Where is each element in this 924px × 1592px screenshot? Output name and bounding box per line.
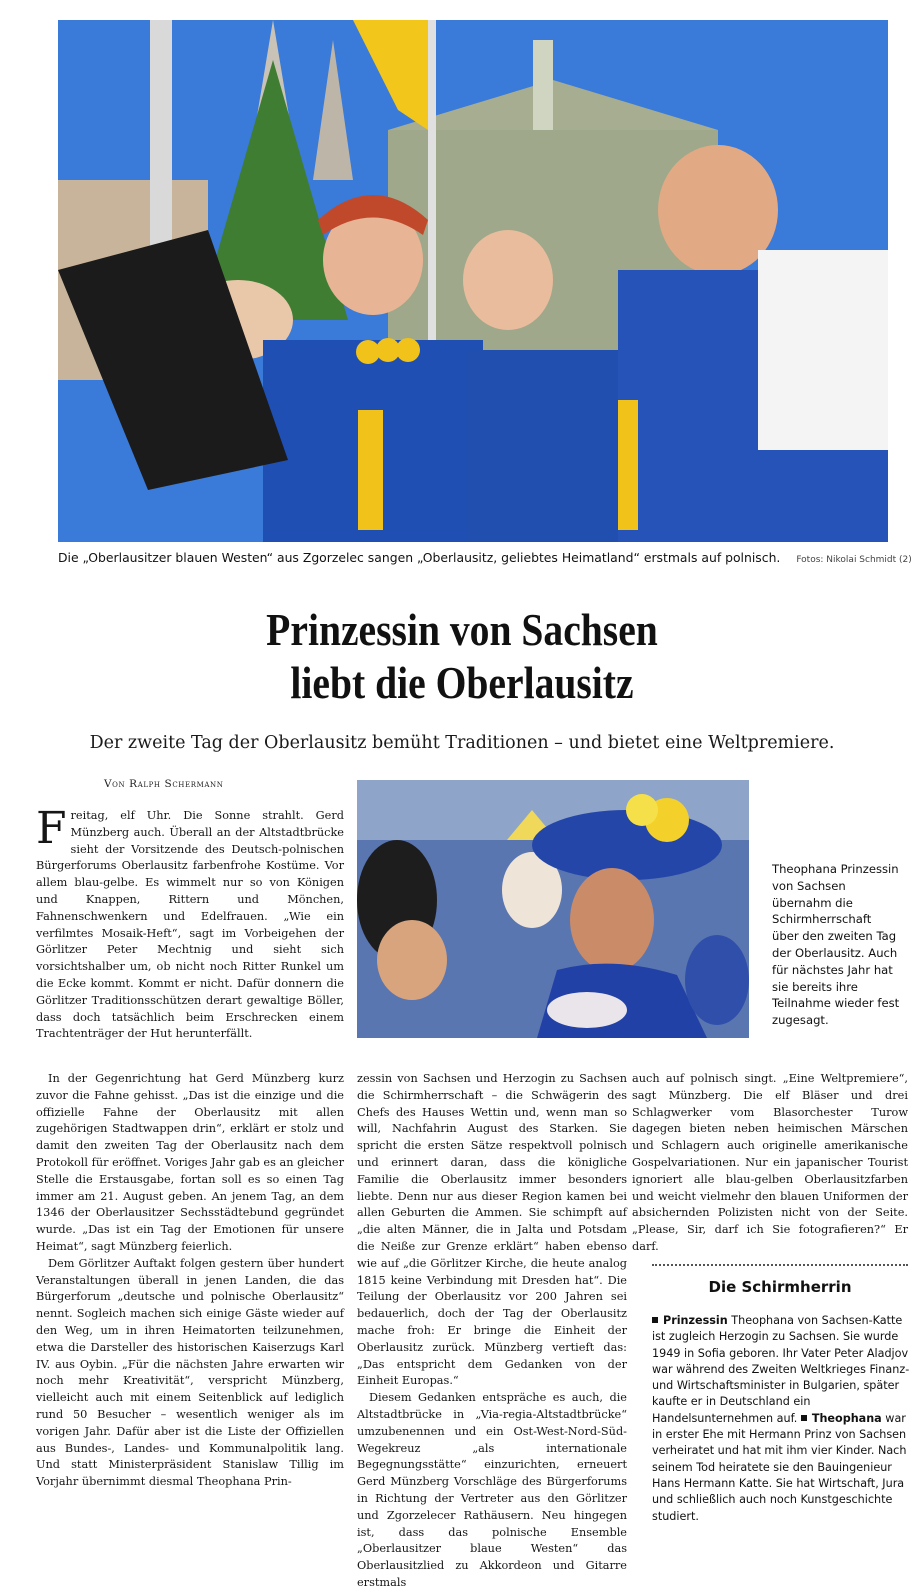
article-paragraph-1-text: reitag, elf Uhr. Die Sonne strahlt. Gerd Münzberg auch. Überall an der Altstadtbrücke sieht der Vorsitzende des Deutsch-polnischen Bürgerforums Oberlausitz farbenfrohe Kostüme. Vor allem blau-gelbe. Es wimmelt nur so von Königen und Knappen, Rittern und Mönchen, Fahnenschwenkern und Edelfrauen. „Wie ein verfilmtes Mosaik-Heft“, sagt im Vorbeigehen der Görlitzer Peter Mechtnig und sieht sich vorsichtshalber um, ob nicht noch Ritter Runkel um die Ecke kommt. Kommt er nicht. Dafür donnern die Görlitzer Traditionsschützen derart gewaltige Böller, dass doch tatsächlich beim Erschrecken einem Trachtenträger der Hut herunterfällt. <box>36 809 344 1041</box>
infobox-lead-2: Theophana <box>811 1411 882 1425</box>
drop-cap: F <box>36 803 67 854</box>
main-photo-singers <box>58 20 888 542</box>
headline-line-1: Prinzessin von Sachsen <box>266 605 658 655</box>
article-column-3 <box>632 1071 908 1256</box>
byline: Von Ralph Schermann <box>104 778 224 790</box>
article-column-1-top <box>36 803 344 1043</box>
infobox-title: Die Schirmherrin <box>708 1278 852 1296</box>
subheadline: Der zweite Tag der Oberlausitz bemüht Traditionen – und bietet eine Weltpremiere. <box>89 733 835 753</box>
article-paragraph-5: Diesem Gedanken entspräche es auch, die Altstadtbrücke in „Via-regia-Altstadtbrücke“ umzubenennen und ein Ost-West-Nord-Süd-Wegekreuz „als internationale Begegnungsstätte“ einzurichten, erneuert Gerd Münzberg Vorschläge des Bürgerforums in Richtung der Vertreter aus den Görlitzer und Zgorzelecer Rathäusern. Neu hingegen ist, dass das polnische Ensemble „Oberlausitzer blaue Westen“ das Oberlausitzlied zu Akkordeon und Gitarre erstmals <box>357 1391 627 1589</box>
headline <box>55 604 868 710</box>
main-photo-illustration <box>58 20 888 542</box>
infobox-text-1: Theophana von Sachsen-Katte ist zugleich Herzogin zu Sachsen. Sie wurde 1949 in Sofia geboren. Ihr Vater Peter Aladjov war während des Zweiten Weltkrieges Finanz- und Wirtschaftsminister in Bulgarien, später kaufte er in Deutschland ein Handelsunternehmen auf. <box>652 1314 910 1425</box>
infobox-lead-1: Prinzessin <box>663 1314 728 1327</box>
side-photo-caption: Theophana Prinzessin von Sachsen übernahm die Schirmherrschaft über den zweiten Tag der Oberlausitz. Auch für nächstes Jahr hat sie bereits ihre Teilnahme wieder fest zugesagt. <box>772 862 900 1028</box>
photo-credit: Fotos: Nikolai Schmidt (2) <box>796 555 912 565</box>
infobox-text-2: war in erster Ehe mit Hermann Prinz von Sachsen verheiratet und hat mit ihm vier Kinder. Nach seinem Tod heiratete sie den Bauingenieur Hans Hermann Katte. Sie hat Wirtschaft, Jura und schließlich auch noch Kunstgeschichte studiert. <box>652 1411 907 1523</box>
side-photo-princess <box>357 780 749 1038</box>
bullet-square-icon <box>801 1415 807 1421</box>
article-paragraph-2: In der Gegenrichtung hat Gerd Münzberg kurz zuvor die Fahne gehisst. „Das ist die einzige und die offizielle Fahne der Oberlausitz mit allen zugehörigen Stadtwappen drin“, erklärt er stolz und damit den zweiten Tag der Oberlausitz nach dem Protokoll für eröffnet. Voriges Jahr gab es an gleicher Stelle die Erstausgabe, fortan soll es so einen Tag immer am 21. August geben. An jenem Tag, an dem 1346 der Oberlausitzer Sechsstädtebund gegründet wurde. „Das ist ein Tag der Emotionen für unsere Heimat“, sagt Münzberg feierlich. <box>36 1072 344 1253</box>
infobox-divider <box>652 1264 908 1266</box>
article-paragraph-3: Dem Görlitzer Auftakt folgen gestern über hundert Veranstaltungen überall in jenen Landen, die das Bürgerforum „deutsche und polnische Oberlausitz“ nennt. Sogleich machen sich einige Gäste wieder auf den Weg, um in ihren Heimatorten teilzunehmen, etwa die Darsteller des historischen Kaiserzugs Karl IV. aus Oybin. „Für die nächsten Jahre erwarten wir noch mehr Kreativität“, verspricht Münzberg, vielleicht auch mit einem Seitenblick auf lediglich rund 50 Besucher – wesentlich weniger als im vorigen Jahr. Dafür aber ist die Liste der Offiziellen aus Bundes-, Landes- und Kommunalpolitik lang. Und statt Ministerpräsident Stanislaw Tillig im Vorjahr übernimmt diesmal Theophana Prin- <box>36 1256 344 1489</box>
article-paragraph-4: zessin von Sachsen und Herzogin zu Sachsen die Schirmherrschaft – die Schwägerin des Chefs des Hauses Wettin und, wenn man so will, Nachfahrin August des Starken. Sie spricht die ersten Sätze respektvoll polnisch und erinnert daran, dass die königliche Familie die Oberlausitz immer besonders liebte. Denn nur aus dieser Region kamen bei allen Geburten die Ammen. Sie schimpft auf „die alten Männer, die in Jalta und Potsdam die Neiße zur Grenze erklärt“ haben ebenso wie auf „die Görlitzer Kirche, die heute analog 1815 keine Verbindung mit Dresden hat“. Die Teilung der Oberlausitz vor 200 Jahren sei bedauerlich, doch der Tag der Oberlausitz mache froh: Er bringe die Einheit der Oberlausitz zurück. Münzberg vertieft das: „Das entspricht dem Gedanken von der Einheit Europas.“ <box>357 1072 627 1388</box>
article-paragraph-1 <box>36 803 344 1043</box>
main-photo-caption-text: Die „Oberlausitzer blauen Westen“ aus Zgorzelec sangen „Oberlausitz, geliebtes Heimatland“ erstmals auf polnisch. <box>58 550 781 565</box>
side-photo-illustration <box>357 780 749 1038</box>
article-column-1-bottom <box>36 1071 344 1491</box>
headline-line-2: liebt die Oberlausitz <box>290 658 634 708</box>
bullet-square-icon <box>652 1317 658 1323</box>
infobox-text <box>652 1313 910 1525</box>
article-paragraph-6: auch auf polnisch singt. „Eine Weltpremiere“, sagt Münzberg. Die elf Bläser und drei Schlagwerker vom Blasorchester Turow dagegen bieten neben heimischen Märschen und Schlagern auch originelle amerikanische Gospelvariationen. Nur ein japanischer Tourist ignoriert alle blau-gelben Oberlausitzfarben und weicht vielmehr den blauen Uniformen der absichernden Polizisten nicht von der Seite. „Please, Sir, darf ich Sie fotografieren?“ Er darf. <box>632 1072 908 1253</box>
main-photo-caption <box>58 550 912 565</box>
article-column-2 <box>357 1071 627 1592</box>
